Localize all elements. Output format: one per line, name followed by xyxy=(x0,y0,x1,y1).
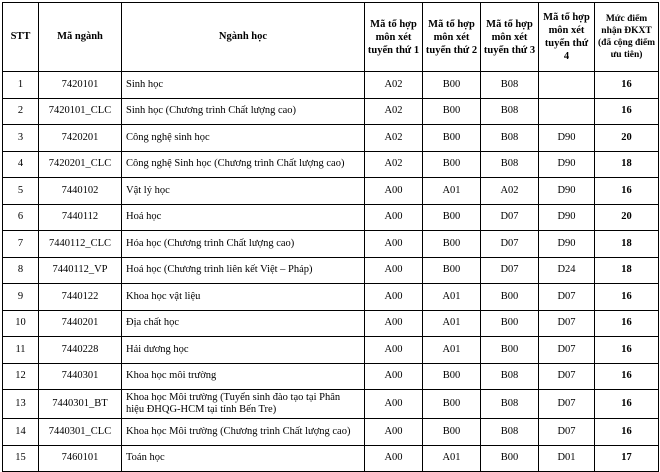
cell-combo-1: A02 xyxy=(365,151,423,178)
cell-combo-3: B08 xyxy=(481,363,539,390)
cell-combo-4: D07 xyxy=(539,363,595,390)
table-row xyxy=(3,98,659,125)
cell-combo-4: D90 xyxy=(539,204,595,231)
header-combo-3: Mã tổ hợp môn xét tuyển thứ 3 xyxy=(481,3,539,72)
cell-score: 18 xyxy=(595,257,659,284)
cell-combo-1: A00 xyxy=(365,284,423,311)
cell-score: 16 xyxy=(595,337,659,364)
cell-combo-2: A01 xyxy=(423,445,481,472)
cell-code: 7440122 xyxy=(39,284,122,311)
cell-major: Khoa học vật liệu xyxy=(122,284,365,311)
cell-combo-2: B00 xyxy=(423,151,481,178)
cell-code: 7420101_CLC xyxy=(39,98,122,125)
cell-score: 16 xyxy=(595,284,659,311)
cell-stt: 6 xyxy=(3,204,39,231)
cell-combo-4: D07 xyxy=(539,390,595,419)
cell-combo-4: D07 xyxy=(539,310,595,337)
cell-score: 20 xyxy=(595,125,659,152)
cell-stt: 5 xyxy=(3,178,39,205)
cell-combo-1: A02 xyxy=(365,72,423,99)
header-row xyxy=(3,3,659,72)
table-row xyxy=(3,178,659,205)
cell-score: 16 xyxy=(595,98,659,125)
cell-major: Hoá học (Chương trình liên kết Việt – Pháp) xyxy=(122,257,365,284)
header-combo-2: Mã tổ hợp môn xét tuyển thứ 2 xyxy=(423,3,481,72)
cell-major: Khoa học Môi trường (Chương trình Chất lượng cao) xyxy=(122,419,365,446)
header-score: Mức điểm nhận ĐKXT (đã cộng điểm ưu tiên) xyxy=(595,3,659,72)
cell-combo-4: D90 xyxy=(539,125,595,152)
cell-major: Hoá học xyxy=(122,204,365,231)
cell-combo-1: A00 xyxy=(365,204,423,231)
cell-combo-4: D90 xyxy=(539,178,595,205)
cell-combo-1: A00 xyxy=(365,445,423,472)
cell-stt: 11 xyxy=(3,337,39,364)
cell-major: Công nghệ sinh học xyxy=(122,125,365,152)
cell-combo-1: A00 xyxy=(365,178,423,205)
cell-score: 17 xyxy=(595,445,659,472)
cell-combo-1: A00 xyxy=(365,337,423,364)
cell-major: Vật lý học xyxy=(122,178,365,205)
cell-combo-2: A01 xyxy=(423,310,481,337)
cell-code: 7440112 xyxy=(39,204,122,231)
cell-combo-3: A02 xyxy=(481,178,539,205)
cell-stt: 9 xyxy=(3,284,39,311)
cell-stt: 7 xyxy=(3,231,39,258)
table-row xyxy=(3,337,659,364)
cell-stt: 4 xyxy=(3,151,39,178)
table-row xyxy=(3,204,659,231)
table-row xyxy=(3,231,659,258)
cell-combo-3: B08 xyxy=(481,390,539,419)
cell-combo-3: D07 xyxy=(481,257,539,284)
cell-code: 7440228 xyxy=(39,337,122,364)
cell-code: 7440301_CLC xyxy=(39,419,122,446)
cell-stt: 8 xyxy=(3,257,39,284)
cell-code: 7420201_CLC xyxy=(39,151,122,178)
cell-score: 16 xyxy=(595,390,659,419)
cell-stt: 14 xyxy=(3,419,39,446)
cell-combo-2: B00 xyxy=(423,231,481,258)
cell-combo-1: A00 xyxy=(365,310,423,337)
cell-code: 7440301 xyxy=(39,363,122,390)
cell-combo-2: B00 xyxy=(423,72,481,99)
cell-combo-2: A01 xyxy=(423,178,481,205)
cell-score: 16 xyxy=(595,419,659,446)
cell-combo-3: D07 xyxy=(481,231,539,258)
cell-score: 16 xyxy=(595,178,659,205)
header-stt: STT xyxy=(3,3,39,72)
cell-combo-2: B00 xyxy=(423,257,481,284)
table-row xyxy=(3,151,659,178)
cell-code: 7440102 xyxy=(39,178,122,205)
cell-major: Công nghệ Sinh học (Chương trình Chất lượng cao) xyxy=(122,151,365,178)
cell-code: 7440112_VP xyxy=(39,257,122,284)
cell-major: Khoa học môi trường xyxy=(122,363,365,390)
cell-stt: 2 xyxy=(3,98,39,125)
cell-combo-2: A01 xyxy=(423,284,481,311)
cell-combo-3: B08 xyxy=(481,151,539,178)
cell-combo-4: D01 xyxy=(539,445,595,472)
cell-code: 7460101 xyxy=(39,445,122,472)
cell-code: 7420101 xyxy=(39,72,122,99)
cell-combo-3: D07 xyxy=(481,204,539,231)
cell-code: 7420201 xyxy=(39,125,122,152)
cell-combo-2: B00 xyxy=(423,204,481,231)
cell-combo-3: B00 xyxy=(481,284,539,311)
cell-score: 16 xyxy=(595,363,659,390)
cell-combo-4: D24 xyxy=(539,257,595,284)
cell-combo-3: B08 xyxy=(481,419,539,446)
cell-combo-1: A00 xyxy=(365,231,423,258)
cell-combo-4: D07 xyxy=(539,337,595,364)
cell-combo-4: D90 xyxy=(539,151,595,178)
cell-combo-1: A00 xyxy=(365,419,423,446)
table-row xyxy=(3,284,659,311)
cell-major: Sinh học xyxy=(122,72,365,99)
cell-stt: 10 xyxy=(3,310,39,337)
cell-combo-4: D90 xyxy=(539,231,595,258)
cell-code: 7440112_CLC xyxy=(39,231,122,258)
header-major: Ngành học xyxy=(122,3,365,72)
cell-stt: 1 xyxy=(3,72,39,99)
table-row xyxy=(3,445,659,472)
table-row xyxy=(3,72,659,99)
cell-combo-3: B00 xyxy=(481,310,539,337)
table-row xyxy=(3,257,659,284)
cell-stt: 3 xyxy=(3,125,39,152)
header-code: Mã ngành xyxy=(39,3,122,72)
cell-score: 16 xyxy=(595,310,659,337)
admission-table xyxy=(2,2,659,472)
cell-combo-2: B00 xyxy=(423,98,481,125)
cell-combo-1: A00 xyxy=(365,390,423,419)
cell-major: Hải dương học xyxy=(122,337,365,364)
table-row xyxy=(3,310,659,337)
cell-major: Toán học xyxy=(122,445,365,472)
header-combo-4: Mã tổ hợp môn xét tuyển thứ 4 xyxy=(539,3,595,72)
cell-score: 18 xyxy=(595,231,659,258)
cell-stt: 12 xyxy=(3,363,39,390)
cell-combo-1: A00 xyxy=(365,257,423,284)
cell-major: Địa chất học xyxy=(122,310,365,337)
cell-combo-3: B08 xyxy=(481,98,539,125)
cell-combo-1: A02 xyxy=(365,125,423,152)
cell-major: Hóa học (Chương trình Chất lượng cao) xyxy=(122,231,365,258)
cell-code: 7440301_BT xyxy=(39,390,122,419)
cell-combo-2: B00 xyxy=(423,419,481,446)
cell-combo-3: B08 xyxy=(481,72,539,99)
table-row xyxy=(3,419,659,446)
cell-combo-1: A02 xyxy=(365,98,423,125)
cell-combo-4 xyxy=(539,98,595,125)
table-row xyxy=(3,363,659,390)
table-row xyxy=(3,390,659,419)
cell-combo-2: B00 xyxy=(423,363,481,390)
table-row xyxy=(3,125,659,152)
cell-code: 7440201 xyxy=(39,310,122,337)
cell-major: Sinh học (Chương trình Chất lượng cao) xyxy=(122,98,365,125)
cell-major: Khoa học Môi trường (Tuyển sinh đào tạo tại Phân hiệu ĐHQG-HCM tại tỉnh Bến Tre) xyxy=(122,390,365,419)
cell-score: 20 xyxy=(595,204,659,231)
cell-combo-2: B00 xyxy=(423,125,481,152)
cell-combo-3: B08 xyxy=(481,125,539,152)
cell-score: 18 xyxy=(595,151,659,178)
cell-combo-4: D07 xyxy=(539,284,595,311)
cell-combo-4 xyxy=(539,72,595,99)
cell-combo-3: B00 xyxy=(481,337,539,364)
header-combo-1: Mã tổ hợp môn xét tuyển thứ 1 xyxy=(365,3,423,72)
cell-combo-1: A00 xyxy=(365,363,423,390)
cell-stt: 15 xyxy=(3,445,39,472)
cell-combo-2: B00 xyxy=(423,390,481,419)
cell-combo-2: A01 xyxy=(423,337,481,364)
cell-combo-3: B00 xyxy=(481,445,539,472)
cell-score: 16 xyxy=(595,72,659,99)
cell-stt: 13 xyxy=(3,390,39,419)
cell-combo-4: D07 xyxy=(539,419,595,446)
